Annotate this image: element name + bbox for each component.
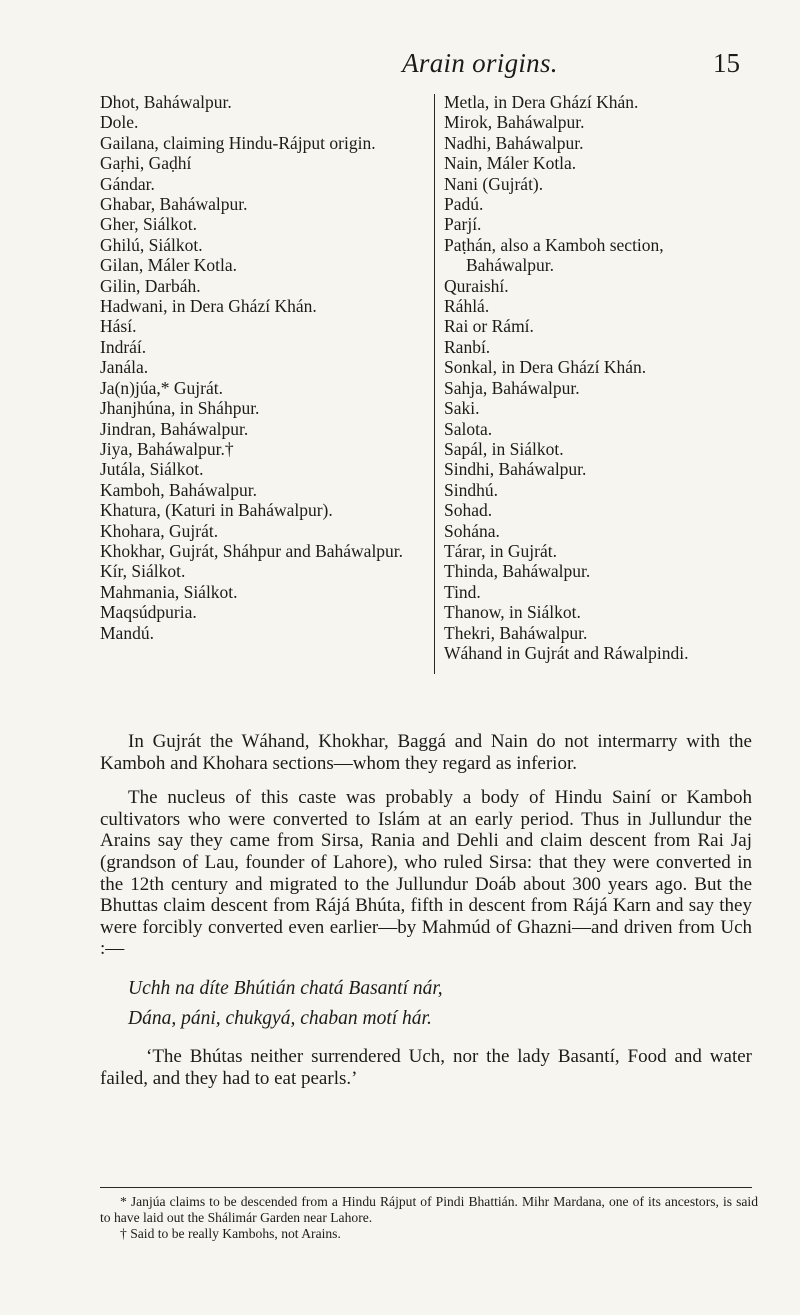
section-entry: Khohara, Gujrát.: [100, 520, 219, 541]
section-entry: Saki.: [444, 398, 480, 419]
section-entry: Paṭhán, also a Kamboh section, Baháwalpur.: [444, 234, 664, 276]
paragraph-origins: The nucleus of this caste was probably a body of Hindu Sainí or Kamboh cultivators who were converted to Islám at an early period. Thus in Jullundur the Arains say they came from Sirsa, Rania and Dehli and claim descent from Rai Jaj (grandson of Lau, founder of Lahore), who ruled Sirsa: that they were converted in the 12th century and migrated to the Jullundur Doáb about 300 years ago. But the Bhuttas claim descent from Rájá Bhúta, fifth in descent from Rájá Karn and say they were forcibly converted even earlier—by Mahmúd of Ghazni—and driven from Uch :—: [100, 787, 752, 960]
section-entry: Mahmania, Siálkot.: [100, 581, 238, 602]
section-list: [100, 92, 750, 722]
section-entry: Indráí.: [100, 336, 147, 357]
section-entry: Ranbí.: [444, 336, 491, 357]
footnote-janjua: * Janjúa claims to be descended from a Hindu Rájput of Pindi Bhattián. Mihr Mardana, one of its ancestors, is said to have laid out the Shálimár Garden near Lahore.: [100, 1194, 758, 1225]
page-number: 15: [713, 48, 740, 78]
section-entry: Jiya, Baháwalpur.†: [100, 438, 234, 459]
section-entry: Rai or Rámí.: [444, 316, 534, 337]
running-head: [340, 48, 740, 82]
section-entry: Gher, Siálkot.: [100, 214, 197, 235]
section-entry: Wáhand in Gujrát and Ráwalpindi.: [444, 642, 689, 663]
body-text: [100, 731, 752, 1089]
footnotes: [100, 1187, 758, 1241]
verse-translation: ‘The Bhútas neither surrendered Uch, nor the lady Basantí, Food and water failed, and they had to eat pearls.’: [100, 1045, 752, 1089]
footnote-jiya: † Said to be really Kambohs, not Arains.: [120, 1225, 341, 1241]
section-entry: Khokhar, Gujrát, Sháhpur and Baháwalpur.: [100, 540, 404, 561]
section-entry: Quraishí.: [444, 275, 509, 296]
section-entry: Mirok, Baháwalpur.: [444, 112, 585, 133]
section-entry: Jhanjhúna, in Sháhpur.: [100, 398, 260, 419]
section-list-left-column: [100, 92, 426, 643]
section-entry: Nain, Máler Kotla.: [444, 153, 577, 174]
section-entry: Gándar.: [100, 173, 155, 194]
section-entry: Ráhlá.: [444, 296, 490, 317]
section-entry: Tárar, in Gujrát.: [444, 540, 557, 561]
section-list-right-column: [444, 92, 754, 663]
verse-quote: [128, 974, 752, 1034]
section-entry: Thinda, Baháwalpur.: [444, 561, 591, 582]
section-entry: Gailana, claiming Hindu-Rájput origin.: [100, 132, 376, 153]
section-entry: Gilin, Darbáh.: [100, 275, 201, 296]
section-entry: Nani (Gujrát).: [444, 173, 544, 194]
section-entry: Kamboh, Baháwalpur.: [100, 479, 257, 500]
section-entry: Kír, Siálkot.: [100, 561, 186, 582]
section-entry: Ghilú, Siálkot.: [100, 234, 203, 255]
section-entry: Sohána.: [444, 520, 500, 541]
section-entry: Metla, in Dera Ghází Khán.: [444, 92, 639, 112]
section-entry: Nadhi, Baháwalpur.: [444, 132, 584, 153]
section-entry: Hadwani, in Dera Ghází Khán.: [100, 296, 317, 317]
verse-line-2: Dána, páni, chukgyá, chaban motí hár.: [128, 1007, 432, 1029]
section-entry: Thekri, Baháwalpur.: [444, 622, 588, 643]
section-entry: Jutála, Siálkot.: [100, 459, 204, 480]
section-entry: Hásí.: [100, 316, 137, 337]
section-entry: Sonkal, in Dera Ghází Khán.: [444, 357, 647, 378]
paragraph-intermarriage: In Gujrát the Wáhand, Khokhar, Baggá and Nain do not intermarry with the Kamboh and Khohara sections—whom they regard as inferior.: [100, 731, 752, 774]
section-entry: Padú.: [444, 194, 484, 215]
section-entry: Khatura, (Katuri in Baháwalpur).: [100, 500, 333, 521]
section-entry: Janála.: [100, 357, 149, 378]
section-entry: Ghabar, Baháwalpur.: [100, 194, 248, 215]
section-entry: Sahja, Baháwalpur.: [444, 377, 580, 398]
section-entry: Salota.: [444, 418, 493, 439]
section-entry: Ja(n)júa,* Gujrát.: [100, 377, 223, 398]
section-entry: Sindhi, Baháwalpur.: [444, 459, 587, 480]
section-entry: Gilan, Máler Kotla.: [100, 255, 238, 276]
running-title: Arain origins.: [402, 48, 558, 78]
section-entry: Maqsúdpuria.: [100, 602, 197, 623]
section-entry: Tind.: [444, 581, 481, 602]
footnote-rule: [100, 1187, 752, 1188]
section-entry: Jindran, Baháwalpur.: [100, 418, 249, 439]
section-entry: Sindhú.: [444, 479, 498, 500]
section-entry: Mandú.: [100, 622, 154, 643]
verse-line-1: Uchh na díte Bhútián chatá Basantí nár,: [128, 977, 443, 999]
section-entry: Dhot, Baháwalpur.: [100, 92, 232, 112]
column-divider: [434, 94, 435, 674]
section-entry: Sohad.: [444, 500, 493, 521]
section-entry: Parjí.: [444, 214, 482, 235]
section-entry: Thanow, in Siálkot.: [444, 602, 581, 623]
section-entry: Sapál, in Siálkot.: [444, 438, 564, 459]
section-entry: Dole.: [100, 112, 139, 133]
section-entry: Gaṛhi, Gaḍhí: [100, 153, 192, 174]
